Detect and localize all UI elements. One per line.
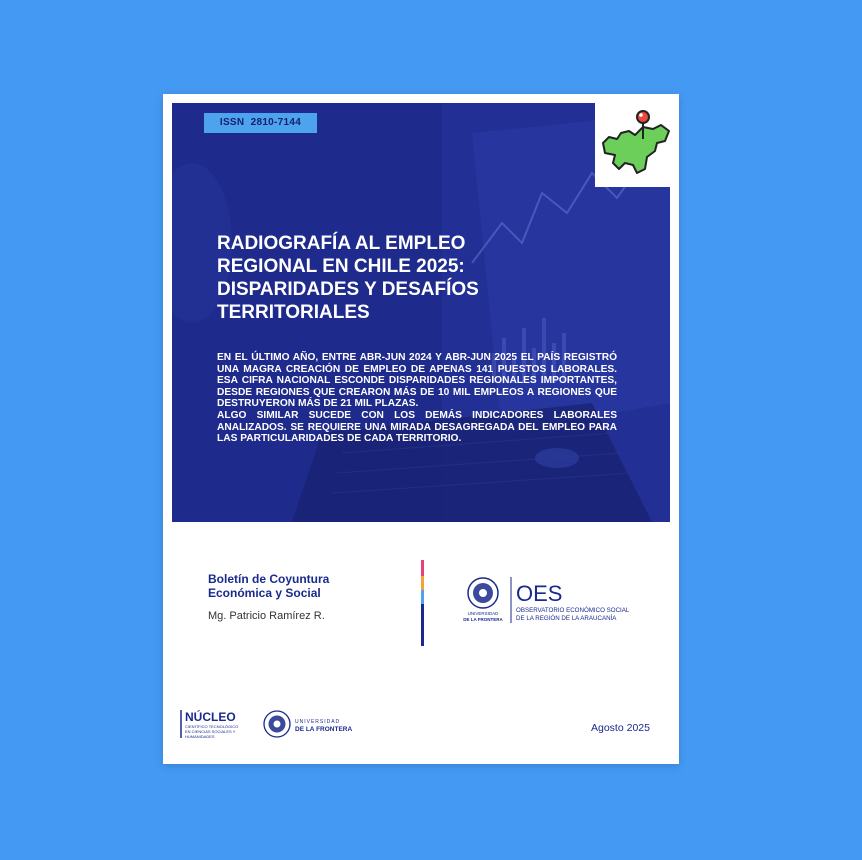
color-divider-bar: [421, 560, 424, 646]
author-name: Mg. Patricio Ramírez R.: [208, 610, 325, 622]
publication-date: Agosto 2025: [591, 722, 650, 734]
nucleo-line-1: CIENTÍFICO TECNOLÓGICO: [185, 724, 239, 729]
ufro-line-2: DE LA FRONTERA: [295, 726, 353, 733]
report-title: RADIOGRAFÍA AL EMPLEO REGIONAL EN CHILE 2025: DISPARIDADES Y DESAFÍOS TERRITORIALES: [217, 233, 479, 323]
nucleo-logo: [181, 709, 238, 739]
nucleo-name: NÚCLEO: [185, 710, 236, 724]
nucleo-line-3: HUMANIDADES: [185, 734, 215, 739]
bulletin-line-1: Boletín de Coyuntura: [208, 572, 330, 586]
footer-logos: [179, 706, 359, 742]
university-seal-icon: [468, 578, 498, 608]
issn-label: ISSN: [219, 117, 245, 128]
region-map-pin-icon: [595, 103, 679, 187]
university-seal-icon: [264, 711, 290, 737]
summary-paragraph-1: EN EL ÚLTIMO AÑO, ENTRE ABR-JUN 2024 Y ABR-JUN 2025 EL PAÍS REGISTRÓ UNA MAGRA CREACIÓN DE EMPLEO DE APENAS 141 PUESTOS LABORALES. ESA CIFRA NACIONAL ESCONDE DISPARIDADES REGIONALES IMPORTANTES, DESDE REGIONES QUE CREARON MÁS DE 10 MIL EMPLEOS A REGIONES QUE DESTRUYERON MÁS DE 21 MIL PLAZAS.: [217, 352, 617, 410]
ufro-small-line-2: DE LA FRONTERA: [463, 617, 503, 622]
bulletin-title: [208, 572, 388, 600]
oes-logo: [463, 575, 643, 627]
oes-line-2: DE LA REGIÓN DE LA ARAUCANÍA: [516, 615, 617, 622]
oes-line-1: OBSERVATORIO ECONÓMICO SOCIAL: [516, 607, 630, 614]
report-cover: [163, 94, 679, 764]
map-logo-box: [595, 103, 679, 187]
ufro-small-line-1: UNIVERSIDAD: [467, 611, 499, 616]
report-summary: [217, 352, 617, 445]
oes-acronym: OES: [516, 581, 563, 606]
bulletin-line-2: Económica y Social: [208, 586, 321, 600]
nucleo-line-2: EN CIENCIAS SOCIALES Y: [185, 729, 236, 734]
summary-paragraph-2: ALGO SIMILAR SUCEDE CON LOS DEMÁS INDICADORES LABORALES ANALIZADOS. SE REQUIERE UNA MIRADA DESAGREGADA DEL EMPLEO PARA LAS PARTICULARIDADES DE CADA TERRITORIO.: [217, 409, 617, 445]
issn-badge: [204, 113, 317, 133]
ufro-line-1: UNIVERSIDAD: [295, 719, 341, 725]
issn-number: 2810-7144: [250, 117, 302, 128]
